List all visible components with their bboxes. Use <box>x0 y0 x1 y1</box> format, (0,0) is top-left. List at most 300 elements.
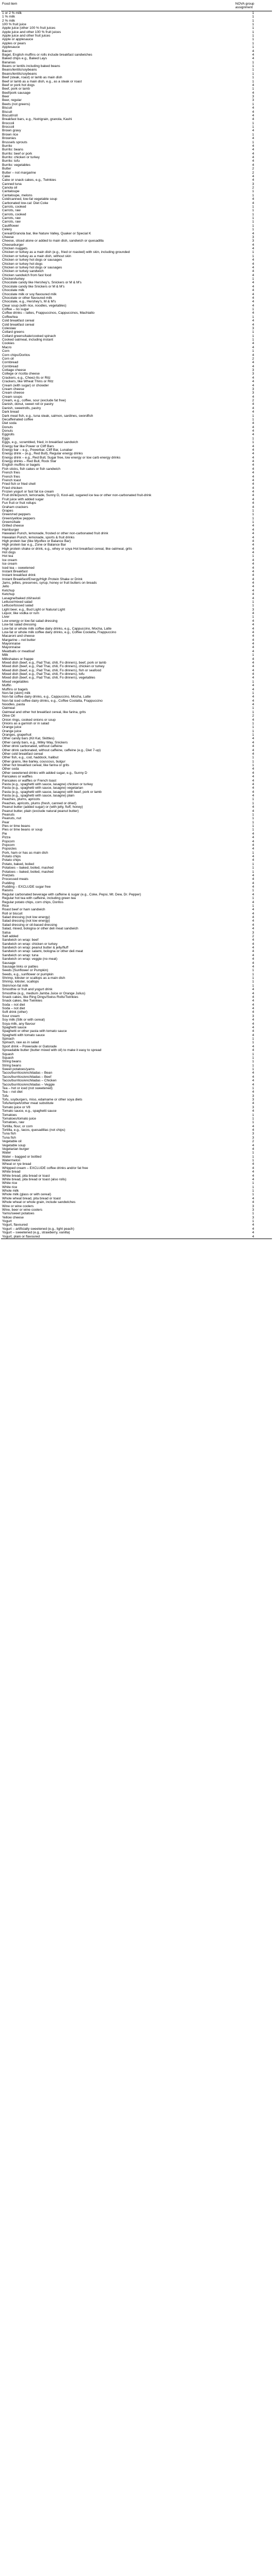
nova-group-cell: 4 <box>252 950 254 954</box>
food-item-cell: Processed meats <box>2 877 28 882</box>
food-item-cell: Mayonnaise <box>2 646 21 650</box>
table-row <box>1 608 272 612</box>
food-item-cell: Seeds, e.g., sunflower or pumpkin <box>2 972 54 976</box>
nova-group-cell: 4 <box>252 558 254 562</box>
food-item-cell: Apple or applesauce <box>2 38 34 42</box>
table-row <box>1 612 272 615</box>
nova-group-cell: 3 <box>252 1215 254 1219</box>
table-row <box>1 547 272 551</box>
table-row <box>1 1045 272 1048</box>
food-item-cell: French fries <box>2 474 20 479</box>
table-row <box>1 258 272 262</box>
table-row <box>1 573 272 577</box>
nova-group-cell: 4 <box>252 612 254 616</box>
table-row <box>1 927 272 930</box>
nova-group-cell: 1 <box>252 193 254 197</box>
food-item-cell: Snack cakes, like Twinkies <box>2 999 42 1003</box>
table-row <box>1 376 272 380</box>
table-row <box>1 889 272 892</box>
food-item-cell: Regular potato chips, corn chips, Doritos <box>2 900 63 904</box>
food-item-cell: Butter <box>2 167 11 171</box>
table-row <box>1 110 272 114</box>
nova-group-cell: 4 <box>252 505 254 509</box>
table-row <box>1 1026 272 1029</box>
nova-group-cell: 4 <box>252 1010 254 1014</box>
nova-group-cell: 1 <box>252 1159 254 1163</box>
table-row <box>1 277 272 281</box>
nova-group-cell: 4 <box>252 83 254 87</box>
food-item-cell: Fruit drink/punch, lemonade, Sunny D, Kool-aid, sugared ice tea or other non-carbonated fruit-drink <box>2 494 152 498</box>
food-item-cell: Chicken nuggets <box>2 247 28 251</box>
food-item-cell: Soft drink (other) <box>2 1010 28 1014</box>
food-item-cell: 100 % fruit juice <box>2 22 26 26</box>
food-item-cell: Cantaloupe, melons <box>2 193 33 197</box>
table-row <box>1 1208 272 1212</box>
food-item-cell: Eggs <box>2 436 10 440</box>
table-row <box>1 308 272 311</box>
nova-group-cell: 4 <box>252 668 254 672</box>
nova-group-cell: 4 <box>252 425 254 429</box>
nova-group-cell: 1 <box>252 11 254 15</box>
food-item-cell: Sandwich on wrap: chicken or turkey <box>2 942 58 946</box>
nova-group-cell: 3 <box>252 391 254 395</box>
table-row <box>1 684 272 687</box>
food-item-cell: Other candy bars, e.g., Milky Way, Snickers <box>2 740 68 744</box>
nova-group-cell: 1 <box>252 1113 254 1117</box>
food-item-cell: Spreadable butter (butter mixed with oil) to make it easy to spread <box>2 1048 102 1053</box>
table-row <box>1 965 272 969</box>
food-item-cell: Other grains, like barley, couscous, bulgur <box>2 759 66 764</box>
nova-group-cell: 1 <box>252 680 254 684</box>
nova-group-cell: 4 <box>252 634 254 638</box>
table-row <box>1 255 272 258</box>
table-row <box>1 437 272 440</box>
nova-group-cell: 4 <box>252 144 254 148</box>
food-item-cell: Popcorn <box>2 839 15 843</box>
nova-group-cell: 1 <box>252 1151 254 1155</box>
nova-group-cell: 4 <box>252 1170 254 1174</box>
food-item-cell: Breakfast bars, e.g., Nutrigrain, granola, Kashi <box>2 117 72 122</box>
food-item-cell: Biscuit <box>2 110 12 114</box>
nova-group-cell: 4 <box>252 311 254 315</box>
food-item-cell: French fries <box>2 471 20 475</box>
table-row <box>1 421 272 425</box>
food-item-cell: Cream, e.g., coffee, sour (exclude fat free) <box>2 399 66 403</box>
table-row <box>1 1098 272 1101</box>
nova-group-cell: 4 <box>252 380 254 384</box>
food-item-cell: Beans/lentils/soybeans <box>2 68 37 72</box>
table-row <box>1 194 272 197</box>
table-row <box>1 49 272 53</box>
table-row <box>1 988 272 991</box>
nova-group-cell: 1 <box>252 1037 254 1041</box>
food-item-cell: Iced tea – sweetened <box>2 566 35 570</box>
nova-group-cell: 4 <box>252 342 254 346</box>
table-row <box>1 216 272 220</box>
table-row <box>1 528 272 532</box>
table-row <box>1 247 272 250</box>
nova-group-cell: 1 <box>252 980 254 984</box>
table-row <box>1 824 272 828</box>
nova-group-cell: 4 <box>252 881 254 885</box>
food-item-cell: Beef or pork hot dogs <box>2 83 35 87</box>
nova-group-cell: 3 <box>252 368 254 372</box>
nova-group-cell: 1 <box>252 1116 254 1121</box>
table-row <box>1 817 272 820</box>
nova-group-cell: 4 <box>252 463 254 467</box>
food-item-cell: Chocolate, e.g., Hershey's, M & M's <box>2 300 56 304</box>
table-row <box>1 885 272 889</box>
food-item-cell: Popsicles <box>2 847 17 851</box>
table-row <box>1 72 272 76</box>
food-item-cell: Pies or time beans <box>2 824 30 828</box>
table-row <box>1 448 272 452</box>
table-row <box>1 327 272 330</box>
table-row <box>1 418 272 421</box>
nova-group-cell: 1 <box>252 220 254 224</box>
food-item-cell: Soya milk, any flavour <box>2 1022 36 1026</box>
food-item-cell: Mixed dish (beef, e.g., Pad Thai, chili, Fo dinners), vegetables <box>2 676 95 680</box>
nova-group-cell: 4 <box>252 421 254 426</box>
table-row <box>1 597 272 600</box>
table-row <box>1 912 272 916</box>
food-item-cell: Salad dressing (not low energy) <box>2 916 50 920</box>
food-item-cell: Roll or biscuit <box>2 911 23 916</box>
table-row <box>1 133 272 137</box>
nova-group-cell: 3 <box>252 95 254 99</box>
food-item-cell: Lasagne/baked ziti/ravioli <box>2 596 41 600</box>
nova-group-cell: 4 <box>252 49 254 53</box>
food-item-cell: Cornbread <box>2 364 19 368</box>
nova-group-cell: 4 <box>252 1231 254 1235</box>
food-item-cell: Tortilla, e.g., tacos, quesadillas (not chips) <box>2 1128 66 1132</box>
table-row <box>1 42 272 45</box>
nova-group-cell: 3 <box>252 1136 254 1140</box>
table-row <box>1 365 272 368</box>
table-row <box>1 874 272 877</box>
nova-group-cell: 4 <box>252 1090 254 1094</box>
food-item-cell: Orange juice <box>2 725 22 730</box>
table-row <box>1 1193 272 1196</box>
food-item-cell: Other cold breakfast cereal <box>2 752 43 756</box>
food-item-cell: Burrito: beef or pork <box>2 151 33 156</box>
column-header-nova-group: NOVA group assignment <box>234 2 272 11</box>
table-row <box>1 1216 272 1219</box>
table-row <box>1 1205 272 1208</box>
nova-group-cell: 1 <box>252 889 254 893</box>
table-row <box>1 509 272 513</box>
food-item-cell: Canned tuna <box>2 182 22 186</box>
table-row <box>1 634 272 638</box>
table-row <box>1 592 272 596</box>
nova-group-cell: 1 <box>252 1181 254 1185</box>
nova-group-cell: 1 <box>252 1041 254 1045</box>
table-row <box>1 877 272 881</box>
food-item-cell: Soda – not diet <box>2 1003 25 1007</box>
food-item-cell: Watermelon <box>2 1159 21 1163</box>
nova-group-cell: 4 <box>252 174 254 178</box>
nova-group-cell: 4 <box>252 159 254 163</box>
table-row <box>1 904 272 908</box>
food-item-cell: Energy drink – e.g., Red Bull, Sugar free, low energy or low carb energy drinks <box>2 455 121 460</box>
nova-group-cell: 4 <box>252 1003 254 1007</box>
food-item-cell: Yogurt <box>2 1219 12 1224</box>
table-row <box>1 426 272 429</box>
nova-group-cell: 3 <box>252 239 254 243</box>
table-row <box>1 1094 272 1098</box>
food-item-cell: Frozen yogurt or fast fat ice cream <box>2 490 54 494</box>
table-row <box>1 1109 272 1113</box>
nova-group-cell: 4 <box>252 474 254 479</box>
table-row <box>1 802 272 805</box>
nova-group-cell: 4 <box>252 642 254 646</box>
nova-group-cell: 4 <box>252 699 254 703</box>
food-item-cell: Onions as a garnish or in salad <box>2 721 49 725</box>
nova-group-cell: 4 <box>252 323 254 327</box>
nova-group-cell: 1 <box>252 866 254 870</box>
food-item-cell: Non-fat iced coffee dairy drinks, e.g., Coffee Coolatta, Frappuccino <box>2 699 103 703</box>
nova-group-cell: 1 <box>252 1056 254 1060</box>
table-row <box>1 517 272 520</box>
nova-group-cell: 1 <box>252 68 254 72</box>
nova-group-cell: 1 <box>252 228 254 232</box>
food-item-cell: Potatoes – baked, boiled, mashed <box>2 870 54 874</box>
food-item-cell: Baked chips e.g., Baked Lays <box>2 57 47 61</box>
nova-group-cell: 2 <box>252 399 254 403</box>
table-row <box>1 1174 272 1178</box>
food-item-cell: Spaghetti sauce <box>2 1025 27 1029</box>
food-item-cell: Margarine – not butter <box>2 638 36 642</box>
table-row <box>1 117 272 121</box>
food-item-cell: Beer, regular <box>2 98 22 103</box>
table-row <box>1 558 272 562</box>
table-row <box>1 463 272 467</box>
food-item-cell: Muffin <box>2 684 11 688</box>
nova-group-cell: 4 <box>252 265 254 269</box>
table-row <box>1 167 272 171</box>
nova-group-cell: 1 <box>252 140 254 144</box>
table-row <box>1 1090 272 1094</box>
nova-group-cell: 1 <box>252 26 254 30</box>
food-item-cell: Low-fat or whole milk coffee dairy drinks, e.g., Coffee Coolatta, Frappuccino <box>2 630 117 634</box>
nova-group-cell: 1 <box>252 30 254 34</box>
table-row <box>1 882 272 885</box>
table-row <box>1 1151 272 1155</box>
food-item-cell: Carrots, raw <box>2 209 21 213</box>
nova-group-cell: 4 <box>252 638 254 642</box>
table-row <box>1 950 272 953</box>
food-item-cell: Yogurt – artificially sweetened (e.g., light peach) <box>2 1227 74 1231</box>
table-row <box>1 232 272 235</box>
food-item-cell: Grilled cheese <box>2 524 24 528</box>
food-item-cell: Squash <box>2 1052 14 1056</box>
nova-group-cell: 4 <box>252 376 254 380</box>
nova-group-cell: 4 <box>252 577 254 581</box>
nova-group-cell: 1 <box>252 798 254 802</box>
food-item-cell: Smoothie (e.g., medium Jamba Juice or Orange Julius) <box>2 991 86 995</box>
food-item-cell: Dark meat fish, e.g., tuna steak, salmon, sardines, swordfish <box>2 414 93 418</box>
nova-group-cell: 4 <box>252 292 254 296</box>
food-item-cell: Snack cakes, like Ring Dings/Swiss Rolls/Twinkies <box>2 995 78 999</box>
table-row <box>1 604 272 607</box>
food-item-cell: Mixed dish (beef, e.g., Pad Thai, chili, Fo dinners), fish or seafood <box>2 668 101 672</box>
table-row <box>1 293 272 296</box>
food-item-cell: Brownies <box>2 137 17 141</box>
food-item-cell: Wheat or rye bread <box>2 1162 31 1166</box>
table-row <box>1 334 272 338</box>
nova-group-cell: 4 <box>252 748 254 752</box>
table-row <box>1 619 272 623</box>
nova-group-cell: 4 <box>252 649 254 653</box>
table-row <box>1 228 272 231</box>
table-row <box>1 767 272 771</box>
table-row <box>1 858 272 862</box>
food-item-cell: Oatmeal and other hot breakfast cereal, like farina, grits <box>2 710 86 714</box>
table-row <box>1 380 272 383</box>
nova-group-cell: 1 <box>252 254 254 258</box>
nova-group-cell: 4 <box>252 676 254 680</box>
nova-group-cell: 1 <box>252 820 254 824</box>
food-item-cell: Tea – hot or iced (not sweetened) <box>2 1086 53 1090</box>
food-item-cell: Whole wheat bread, pita bread or toast <box>2 1196 61 1200</box>
food-item-cell: Hot dogs <box>2 551 16 555</box>
food-item-cell: Fun fruit or fruit rollups <box>2 501 36 505</box>
food-item-cell: Tacos/burritos/enchiladas – Veggie <box>2 1082 55 1087</box>
nova-group-cell: 4 <box>252 410 254 414</box>
table-row <box>1 995 272 999</box>
table-row <box>1 1132 272 1136</box>
food-item-cell: High protein shake or drink, e.g., whey or soya Hot breakfast cereal, like oatmeal, grits <box>2 547 132 551</box>
food-item-cell: Spinach, raw as in salad <box>2 1041 39 1045</box>
table-row <box>1 1071 272 1075</box>
nova-group-cell: 4 <box>252 885 254 889</box>
table-row <box>1 1018 272 1022</box>
nova-group-cell: 2 <box>252 1140 254 1144</box>
table-row <box>1 1007 272 1010</box>
table-row <box>1 661 272 665</box>
food-item-cell: Mixed dish (beef, e.g., Pad Thai, chili, Fo dinners), beef, pork or lamb <box>2 660 106 665</box>
food-item-cell: Vegetable soup <box>2 1143 26 1147</box>
food-item-cell: Lettuce/tossed salad <box>2 604 34 608</box>
table-row <box>1 1048 272 1052</box>
table-row <box>1 973 272 976</box>
table-row <box>1 896 272 900</box>
nova-group-cell: 4 <box>252 151 254 156</box>
food-item-cell: Butter – not margarine <box>2 171 36 175</box>
table-row <box>1 893 272 896</box>
table-row <box>1 182 272 186</box>
table-row <box>1 285 272 289</box>
food-item-cell: Instant Breakfast <box>2 569 28 573</box>
food-item-cell: Pasta (e.g., spaghetti with sauce, lasagne) plain <box>2 794 75 798</box>
food-item-cell: Apples or pears <box>2 41 26 45</box>
table-row <box>1 1056 272 1060</box>
food-item-cell: Pudding – EXCLUDE sugar free <box>2 885 51 889</box>
table-row <box>1 832 272 836</box>
food-item-cell: Pasta (e.g., spaghetti with sauce, lasagne) vegetarian <box>2 786 83 790</box>
food-item-cell: Pancakes or waffles <box>2 775 33 779</box>
nova-group-cell: 3 <box>252 182 254 186</box>
table-row <box>1 197 272 201</box>
nova-group-cell: 1 <box>252 79 254 83</box>
food-item-cell: Chicken sandwich from fast food <box>2 273 52 277</box>
food-item-cell: Tomato sauce, e.g., spaghetti sauce <box>2 1109 57 1113</box>
food-item-cell: Chicken or turkey hot dogs or sausages <box>2 258 62 262</box>
food-item-cell: Beef, pork or lamb <box>2 87 30 91</box>
nova-group-cell: 4 <box>252 494 254 498</box>
food-item-cell: Chocolate milk <box>2 289 25 293</box>
nova-group-cell: 4 <box>252 1022 254 1026</box>
food-item-cell: Liquor, like vodka or rum <box>2 612 39 616</box>
table-row <box>1 106 272 110</box>
table-row <box>1 1178 272 1181</box>
nova-group-cell: 4 <box>252 1147 254 1151</box>
food-item-cell: Energy bar – e.g., Powerbar, Cliff Bar, Lunabar <box>2 448 73 452</box>
food-item-cell: 2 % milk <box>2 19 15 23</box>
nova-group-cell: 1 <box>252 102 254 106</box>
table-row <box>1 722 272 725</box>
nova-group-cell: 1 <box>252 1155 254 1159</box>
nova-group-cell: 4 <box>252 303 254 308</box>
table-row <box>1 714 272 718</box>
nova-group-cell: 4 <box>252 284 254 289</box>
table-row <box>1 387 272 391</box>
table-row <box>1 532 272 535</box>
food-item-cell: Pork, ham or has as main dish <box>2 851 49 855</box>
nova-group-cell: 4 <box>252 957 254 961</box>
nova-group-cell: 1 <box>252 812 254 817</box>
table-row <box>1 460 272 463</box>
nova-group-cell: 1 <box>252 817 254 821</box>
nova-group-cell: 4 <box>252 296 254 300</box>
nova-group-cell: 4 <box>252 585 254 589</box>
table-row <box>1 908 272 911</box>
nova-group-cell: 4 <box>252 243 254 247</box>
nova-group-cell: 4 <box>252 665 254 669</box>
nova-group-cell: 4 <box>252 482 254 486</box>
nova-group-cell: 2 <box>252 167 254 171</box>
nova-group-cell: 4 <box>252 687 254 691</box>
table-row <box>1 1060 272 1063</box>
nova-group-cell: 1 <box>252 828 254 832</box>
table-row <box>1 669 272 672</box>
food-item-cell: Chicken or turkey hot dogs <box>2 262 43 266</box>
table-row <box>1 1162 272 1166</box>
table-row <box>1 843 272 847</box>
food-item-cell: Low energy or low-fat salad dressing <box>2 619 58 623</box>
food-item-cell: Eggs, e.g., scrambled, fried, in breakfast sandwich <box>2 440 78 445</box>
table-row <box>1 239 272 243</box>
nova-group-cell: 4 <box>252 353 254 357</box>
food-item-cell: Tofu/tempeh/other meat substitute <box>2 1101 54 1106</box>
table-row <box>1 916 272 919</box>
nova-group-cell: 4 <box>252 771 254 775</box>
food-item-cell: Beef or lamb as a main dish, e.g., as a steak or roast <box>2 79 82 83</box>
nova-group-cell: 4 <box>252 953 254 957</box>
nova-group-cell: 4 <box>252 478 254 482</box>
food-item-cell: Decaffeinated coffee <box>2 417 34 421</box>
food-item-cell: Potato chips <box>2 855 21 859</box>
food-item-cell: Shrimp, lobster or scallops as a main dish <box>2 976 66 980</box>
food-item-cell: Dark bread <box>2 410 19 414</box>
nova-group-cell: 1 <box>252 691 254 695</box>
food-item-cell: Onion rings, cooked onions or soup <box>2 718 56 722</box>
table-row <box>1 266 272 269</box>
nova-group-cell: 4 <box>252 528 254 532</box>
food-item-cell: Tuna fish <box>2 1136 16 1140</box>
document-page <box>0 0 273 1239</box>
food-item-cell: Sweet potatoes/yams <box>2 1067 35 1072</box>
